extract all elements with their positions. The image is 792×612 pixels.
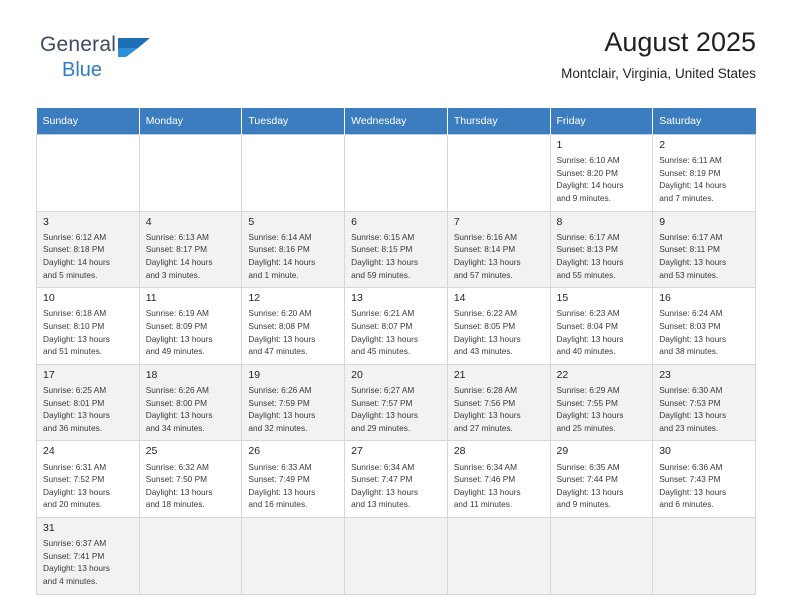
day-info-line: Sunrise: 6:34 AM bbox=[453, 461, 517, 472]
day-sun-info bbox=[557, 384, 648, 434]
day-number: 19 bbox=[248, 368, 261, 381]
day-info-line: and 53 minutes. bbox=[659, 269, 719, 280]
day-info-line: and 43 minutes. bbox=[453, 346, 513, 357]
day-info-line: Sunset: 8:08 PM bbox=[248, 321, 310, 331]
day-info-line: and 32 minutes. bbox=[248, 422, 308, 433]
day-info-line: Daylight: 13 hours bbox=[351, 410, 418, 421]
day-info-line: Daylight: 13 hours bbox=[145, 333, 213, 344]
calendar-empty-cell bbox=[139, 518, 242, 595]
day-number: 14 bbox=[453, 292, 466, 305]
title-block bbox=[561, 26, 756, 81]
calendar-day-cell[interactable] bbox=[447, 441, 550, 518]
day-info-line: Sunset: 8:13 PM bbox=[556, 244, 618, 255]
page-title: August 2025 bbox=[604, 27, 756, 57]
day-number: 6 bbox=[351, 215, 357, 228]
day-info-line: Daylight: 13 hours bbox=[43, 563, 110, 574]
day-info-line: Sunrise: 6:26 AM bbox=[248, 385, 312, 395]
weekday-header-row bbox=[37, 108, 756, 135]
calendar-day-cell[interactable] bbox=[550, 211, 653, 288]
day-info-line: Sunrise: 6:33 AM bbox=[248, 461, 312, 472]
calendar-day-cell[interactable] bbox=[242, 211, 345, 288]
day-info-line: and 51 minutes. bbox=[43, 346, 103, 357]
calendar-day-cell[interactable] bbox=[139, 288, 242, 365]
calendar-empty-cell bbox=[345, 135, 448, 212]
day-sun-info bbox=[351, 307, 442, 357]
calendar-day-cell[interactable] bbox=[550, 441, 653, 518]
calendar-day-cell[interactable] bbox=[653, 441, 756, 518]
day-info-line: Sunset: 8:20 PM bbox=[556, 167, 618, 178]
day-info-line: and 29 minutes. bbox=[351, 422, 411, 433]
day-info-line: Sunset: 8:18 PM bbox=[43, 244, 105, 255]
weekday-header-friday: Friday bbox=[550, 108, 653, 135]
day-info-line: Sunrise: 6:16 AM bbox=[453, 231, 517, 242]
day-number: 7 bbox=[453, 215, 460, 228]
day-info-line: Sunset: 7:49 PM bbox=[248, 474, 310, 485]
calendar-day-cell[interactable] bbox=[345, 288, 448, 365]
day-info-line: Daylight: 14 hours bbox=[659, 180, 727, 191]
day-info-line: Daylight: 13 hours bbox=[43, 410, 110, 421]
day-number: 3 bbox=[43, 215, 49, 228]
calendar-empty-cell bbox=[447, 518, 550, 595]
day-info-line: Daylight: 13 hours bbox=[659, 333, 727, 344]
calendar-day-cell[interactable] bbox=[345, 364, 448, 441]
day-sun-info bbox=[659, 384, 750, 434]
day-info-line: and 57 minutes. bbox=[453, 269, 513, 280]
day-number: 30 bbox=[659, 445, 671, 458]
weekday-header-thursday: Thursday bbox=[447, 108, 550, 135]
day-number: 17 bbox=[43, 368, 55, 381]
day-sun-info bbox=[146, 231, 237, 281]
day-info-line: and 5 minutes. bbox=[43, 269, 98, 280]
day-sun-info bbox=[557, 231, 648, 281]
day-info-line: and 55 minutes. bbox=[556, 269, 616, 280]
day-info-line: Sunrise: 6:34 AM bbox=[351, 461, 415, 472]
day-info-line: and 34 minutes. bbox=[145, 422, 205, 433]
day-info-line: Sunset: 8:00 PM bbox=[145, 397, 208, 408]
day-info-line: Sunrise: 6:28 AM bbox=[453, 385, 517, 395]
day-info-line: Sunset: 8:05 PM bbox=[453, 321, 516, 331]
day-info-line: Sunrise: 6:24 AM bbox=[659, 308, 723, 319]
calendar-day-cell[interactable] bbox=[345, 441, 448, 518]
day-info-line: Sunset: 8:14 PM bbox=[453, 244, 516, 255]
day-info-line: Sunset: 7:44 PM bbox=[556, 474, 618, 485]
day-sun-info bbox=[248, 461, 339, 511]
calendar-day-cell[interactable] bbox=[242, 441, 345, 518]
day-info-line: Sunset: 7:47 PM bbox=[351, 474, 413, 485]
day-info-line: Sunset: 7:53 PM bbox=[659, 397, 721, 408]
day-number: 15 bbox=[556, 292, 569, 305]
day-info-line: Sunrise: 6:32 AM bbox=[145, 461, 209, 472]
calendar-day-cell[interactable] bbox=[37, 288, 140, 365]
day-number: 8 bbox=[556, 215, 563, 228]
day-info-line: and 4 minutes. bbox=[43, 576, 98, 587]
calendar-day-cell[interactable] bbox=[37, 364, 140, 441]
calendar-day-cell[interactable] bbox=[242, 288, 345, 365]
calendar-day-cell[interactable] bbox=[447, 364, 550, 441]
calendar-day-cell[interactable] bbox=[37, 518, 140, 595]
day-info-line: Daylight: 13 hours bbox=[453, 257, 521, 267]
day-info-line: Sunrise: 6:19 AM bbox=[145, 308, 209, 319]
day-info-line: and 9 minutes. bbox=[556, 193, 611, 203]
sunrise-sunset-calendar bbox=[36, 108, 756, 595]
day-info-line: Sunrise: 6:10 AM bbox=[556, 155, 620, 166]
calendar-day-cell[interactable] bbox=[550, 135, 653, 212]
weekday-header-sunday: Sunday bbox=[37, 108, 140, 135]
day-number: 31 bbox=[43, 522, 55, 535]
weekday-header-monday: Monday bbox=[139, 108, 242, 135]
calendar-day-cell[interactable] bbox=[550, 364, 653, 441]
calendar-week-row bbox=[37, 288, 756, 365]
day-info-line: and 36 minutes. bbox=[43, 422, 103, 433]
day-info-line: Sunset: 7:59 PM bbox=[248, 397, 310, 408]
day-info-line: Sunrise: 6:20 AM bbox=[248, 308, 312, 319]
calendar-week-row bbox=[37, 518, 756, 595]
day-info-line: Sunrise: 6:17 AM bbox=[556, 231, 620, 242]
day-sun-info bbox=[351, 231, 442, 281]
day-info-line: Sunset: 8:10 PM bbox=[43, 321, 105, 331]
day-info-line: Sunset: 7:52 PM bbox=[43, 474, 105, 485]
calendar-empty-cell bbox=[242, 518, 345, 595]
day-number: 16 bbox=[659, 292, 671, 305]
day-info-line: Sunset: 7:50 PM bbox=[145, 474, 208, 485]
calendar-day-cell[interactable] bbox=[37, 211, 140, 288]
day-number: 25 bbox=[145, 445, 158, 458]
day-info-line: Daylight: 13 hours bbox=[43, 486, 110, 497]
day-sun-info bbox=[248, 307, 339, 357]
day-info-line: Daylight: 14 hours bbox=[43, 257, 110, 267]
calendar-day-cell[interactable] bbox=[345, 211, 448, 288]
brand-name-top: General bbox=[40, 33, 117, 56]
day-sun-info bbox=[351, 461, 442, 511]
calendar-day-cell[interactable] bbox=[653, 211, 756, 288]
day-sun-info bbox=[454, 307, 545, 357]
calendar-day-cell[interactable] bbox=[242, 364, 345, 441]
day-info-line: Sunrise: 6:31 AM bbox=[43, 461, 107, 472]
day-info-line: Sunrise: 6:13 AM bbox=[145, 231, 209, 242]
day-sun-info bbox=[659, 231, 750, 281]
day-info-line: and 6 minutes. bbox=[659, 499, 714, 510]
calendar-day-cell[interactable] bbox=[653, 135, 756, 212]
day-number: 20 bbox=[351, 368, 363, 381]
day-info-line: Sunrise: 6:23 AM bbox=[556, 308, 620, 319]
day-sun-info bbox=[557, 154, 648, 204]
day-sun-info bbox=[43, 461, 134, 511]
day-sun-info bbox=[248, 384, 339, 434]
day-sun-info bbox=[351, 384, 442, 434]
day-number: 28 bbox=[453, 445, 466, 458]
page-header bbox=[36, 26, 756, 98]
day-info-line: Daylight: 13 hours bbox=[248, 333, 316, 344]
calendar-week-row bbox=[37, 211, 756, 288]
day-info-line: Sunset: 8:15 PM bbox=[351, 244, 413, 255]
day-info-line: Sunset: 8:07 PM bbox=[351, 321, 413, 331]
calendar-day-cell[interactable] bbox=[447, 211, 550, 288]
day-info-line: and 3 minutes. bbox=[145, 269, 201, 280]
day-info-line: Sunrise: 6:17 AM bbox=[659, 231, 723, 242]
calendar-day-cell[interactable] bbox=[139, 364, 242, 441]
day-info-line: Daylight: 13 hours bbox=[453, 410, 521, 421]
calendar-day-cell[interactable] bbox=[653, 288, 756, 365]
day-info-line: and 25 minutes. bbox=[556, 422, 616, 433]
calendar-empty-cell bbox=[345, 518, 448, 595]
day-sun-info bbox=[659, 154, 750, 204]
day-info-line: and 16 minutes. bbox=[248, 499, 308, 510]
day-info-line: Sunset: 7:56 PM bbox=[453, 397, 516, 408]
day-number: 21 bbox=[453, 368, 466, 381]
day-info-line: Sunset: 8:17 PM bbox=[145, 244, 208, 255]
day-info-line: and 13 minutes. bbox=[351, 499, 411, 510]
day-info-line: and 40 minutes. bbox=[556, 346, 616, 357]
day-sun-info bbox=[43, 231, 134, 281]
day-number: 24 bbox=[43, 445, 55, 458]
calendar-empty-cell bbox=[242, 135, 345, 212]
day-info-line: Sunrise: 6:25 AM bbox=[43, 385, 107, 395]
day-info-line: Daylight: 13 hours bbox=[351, 333, 418, 344]
weekday-header-saturday: Saturday bbox=[653, 108, 756, 135]
day-info-line: Sunrise: 6:15 AM bbox=[351, 231, 415, 242]
calendar-empty-cell bbox=[37, 135, 140, 212]
day-info-line: Sunrise: 6:22 AM bbox=[453, 308, 517, 319]
day-sun-info bbox=[454, 231, 545, 281]
day-info-line: Sunrise: 6:12 AM bbox=[43, 231, 107, 242]
day-info-line: Sunrise: 6:14 AM bbox=[248, 231, 312, 242]
day-info-line: and 7 minutes. bbox=[659, 193, 714, 203]
brand-logo[interactable] bbox=[36, 26, 152, 80]
day-info-line: and 49 minutes. bbox=[145, 346, 205, 357]
day-info-line: Sunset: 8:11 PM bbox=[659, 244, 720, 255]
day-number: 2 bbox=[659, 139, 666, 151]
day-info-line: and 27 minutes. bbox=[453, 422, 513, 433]
day-info-line: Daylight: 13 hours bbox=[556, 486, 624, 497]
day-number: 23 bbox=[659, 368, 671, 381]
day-sun-info bbox=[659, 307, 750, 357]
day-sun-info bbox=[659, 461, 750, 511]
day-number: 18 bbox=[145, 368, 158, 381]
day-sun-info bbox=[248, 231, 339, 281]
day-number: 4 bbox=[145, 215, 152, 228]
day-info-line: Daylight: 13 hours bbox=[659, 410, 727, 421]
day-info-line: and 9 minutes. bbox=[556, 499, 611, 510]
day-info-line: Sunrise: 6:11 AM bbox=[659, 155, 722, 166]
day-info-line: Daylight: 13 hours bbox=[556, 333, 624, 344]
blue-flag-icon bbox=[118, 36, 152, 62]
calendar-empty-cell bbox=[447, 135, 550, 212]
weekday-header-tuesday: Tuesday bbox=[242, 108, 345, 135]
day-info-line: and 20 minutes. bbox=[43, 499, 103, 510]
day-info-line: Daylight: 13 hours bbox=[659, 257, 727, 267]
day-info-line: Sunset: 7:43 PM bbox=[659, 474, 721, 485]
day-info-line: and 18 minutes. bbox=[145, 499, 205, 510]
day-number: 27 bbox=[351, 445, 363, 458]
day-sun-info bbox=[146, 384, 237, 434]
day-sun-info bbox=[454, 461, 545, 511]
day-number: 1 bbox=[556, 139, 563, 151]
calendar-empty-cell bbox=[139, 135, 242, 212]
day-info-line: and 45 minutes. bbox=[351, 346, 411, 357]
day-info-line: and 1 minute. bbox=[248, 269, 299, 280]
day-info-line: Daylight: 13 hours bbox=[351, 486, 418, 497]
day-number: 12 bbox=[248, 292, 261, 305]
day-info-line: and 47 minutes. bbox=[248, 346, 308, 357]
calendar-week-row bbox=[37, 135, 756, 212]
day-sun-info bbox=[43, 537, 134, 587]
day-info-line: Sunrise: 6:27 AM bbox=[351, 385, 415, 395]
day-sun-info bbox=[557, 461, 648, 511]
day-info-line: Sunrise: 6:26 AM bbox=[145, 385, 209, 395]
day-info-line: Sunset: 7:57 PM bbox=[351, 397, 413, 408]
day-info-line: Sunset: 7:41 PM bbox=[43, 550, 105, 561]
calendar-day-cell[interactable] bbox=[447, 288, 550, 365]
calendar-day-cell[interactable] bbox=[139, 211, 242, 288]
day-info-line: and 23 minutes. bbox=[659, 422, 719, 433]
day-info-line: Daylight: 13 hours bbox=[556, 410, 624, 421]
weekday-header-wednesday: Wednesday bbox=[345, 108, 448, 135]
day-info-line: Sunset: 8:01 PM bbox=[43, 397, 105, 408]
day-info-line: and 38 minutes. bbox=[659, 346, 719, 357]
calendar-day-cell[interactable] bbox=[37, 441, 140, 518]
day-info-line: Sunrise: 6:37 AM bbox=[43, 538, 107, 549]
day-number: 29 bbox=[556, 445, 569, 458]
calendar-empty-cell bbox=[550, 518, 653, 595]
day-number: 22 bbox=[556, 368, 569, 381]
day-info-line: Sunrise: 6:18 AM bbox=[43, 308, 107, 319]
day-number: 5 bbox=[248, 215, 255, 228]
calendar-week-row bbox=[37, 441, 756, 518]
day-info-line: Daylight: 13 hours bbox=[351, 257, 418, 267]
day-info-line: Sunrise: 6:30 AM bbox=[659, 385, 723, 395]
day-info-line: Sunset: 8:16 PM bbox=[248, 244, 310, 255]
day-info-line: Daylight: 14 hours bbox=[556, 180, 624, 191]
day-sun-info bbox=[146, 307, 237, 357]
day-info-line: Daylight: 13 hours bbox=[248, 410, 316, 421]
day-info-line: Daylight: 13 hours bbox=[659, 486, 727, 497]
calendar-day-cell[interactable] bbox=[653, 364, 756, 441]
day-info-line: Sunset: 7:55 PM bbox=[556, 397, 618, 408]
day-number: 11 bbox=[145, 292, 157, 305]
day-info-line: Daylight: 13 hours bbox=[248, 486, 316, 497]
day-info-line: Daylight: 13 hours bbox=[556, 257, 624, 267]
day-sun-info bbox=[43, 307, 134, 357]
day-info-line: Daylight: 13 hours bbox=[43, 333, 110, 344]
day-info-line: Daylight: 13 hours bbox=[145, 410, 213, 421]
day-info-line: Sunrise: 6:36 AM bbox=[659, 461, 723, 472]
day-sun-info bbox=[454, 384, 545, 434]
day-sun-info bbox=[43, 384, 134, 434]
day-info-line: Daylight: 13 hours bbox=[453, 486, 521, 497]
day-sun-info bbox=[146, 461, 237, 511]
day-info-line: Daylight: 14 hours bbox=[145, 257, 213, 267]
calendar-week-row bbox=[37, 364, 756, 441]
day-number: 9 bbox=[659, 215, 666, 228]
day-info-line: and 59 minutes. bbox=[351, 269, 411, 280]
day-number: 10 bbox=[43, 292, 55, 305]
day-info-line: Sunset: 8:19 PM bbox=[659, 167, 721, 178]
calendar-body bbox=[37, 135, 756, 595]
calendar-empty-cell bbox=[653, 518, 756, 595]
day-info-line: Daylight: 13 hours bbox=[453, 333, 521, 344]
day-sun-info bbox=[557, 307, 648, 357]
brand-name-bottom: Blue bbox=[62, 59, 103, 81]
day-info-line: Daylight: 13 hours bbox=[145, 486, 213, 497]
day-info-line: and 11 minutes. bbox=[453, 499, 513, 510]
day-info-line: Sunrise: 6:21 AM bbox=[351, 308, 415, 319]
day-info-line: Sunset: 8:09 PM bbox=[145, 321, 208, 331]
day-info-line: Sunset: 8:03 PM bbox=[659, 321, 721, 331]
calendar-day-cell[interactable] bbox=[139, 441, 242, 518]
calendar-day-cell[interactable] bbox=[550, 288, 653, 365]
day-info-line: Sunset: 7:46 PM bbox=[453, 474, 516, 485]
day-number: 13 bbox=[351, 292, 363, 305]
day-info-line: Sunset: 8:04 PM bbox=[556, 321, 618, 331]
day-info-line: Sunrise: 6:29 AM bbox=[556, 385, 620, 395]
location-subtitle: Montclair, Virginia, United States bbox=[561, 65, 756, 81]
day-info-line: Sunrise: 6:35 AM bbox=[556, 461, 620, 472]
day-number: 26 bbox=[248, 445, 261, 458]
day-info-line: Daylight: 14 hours bbox=[248, 257, 316, 267]
